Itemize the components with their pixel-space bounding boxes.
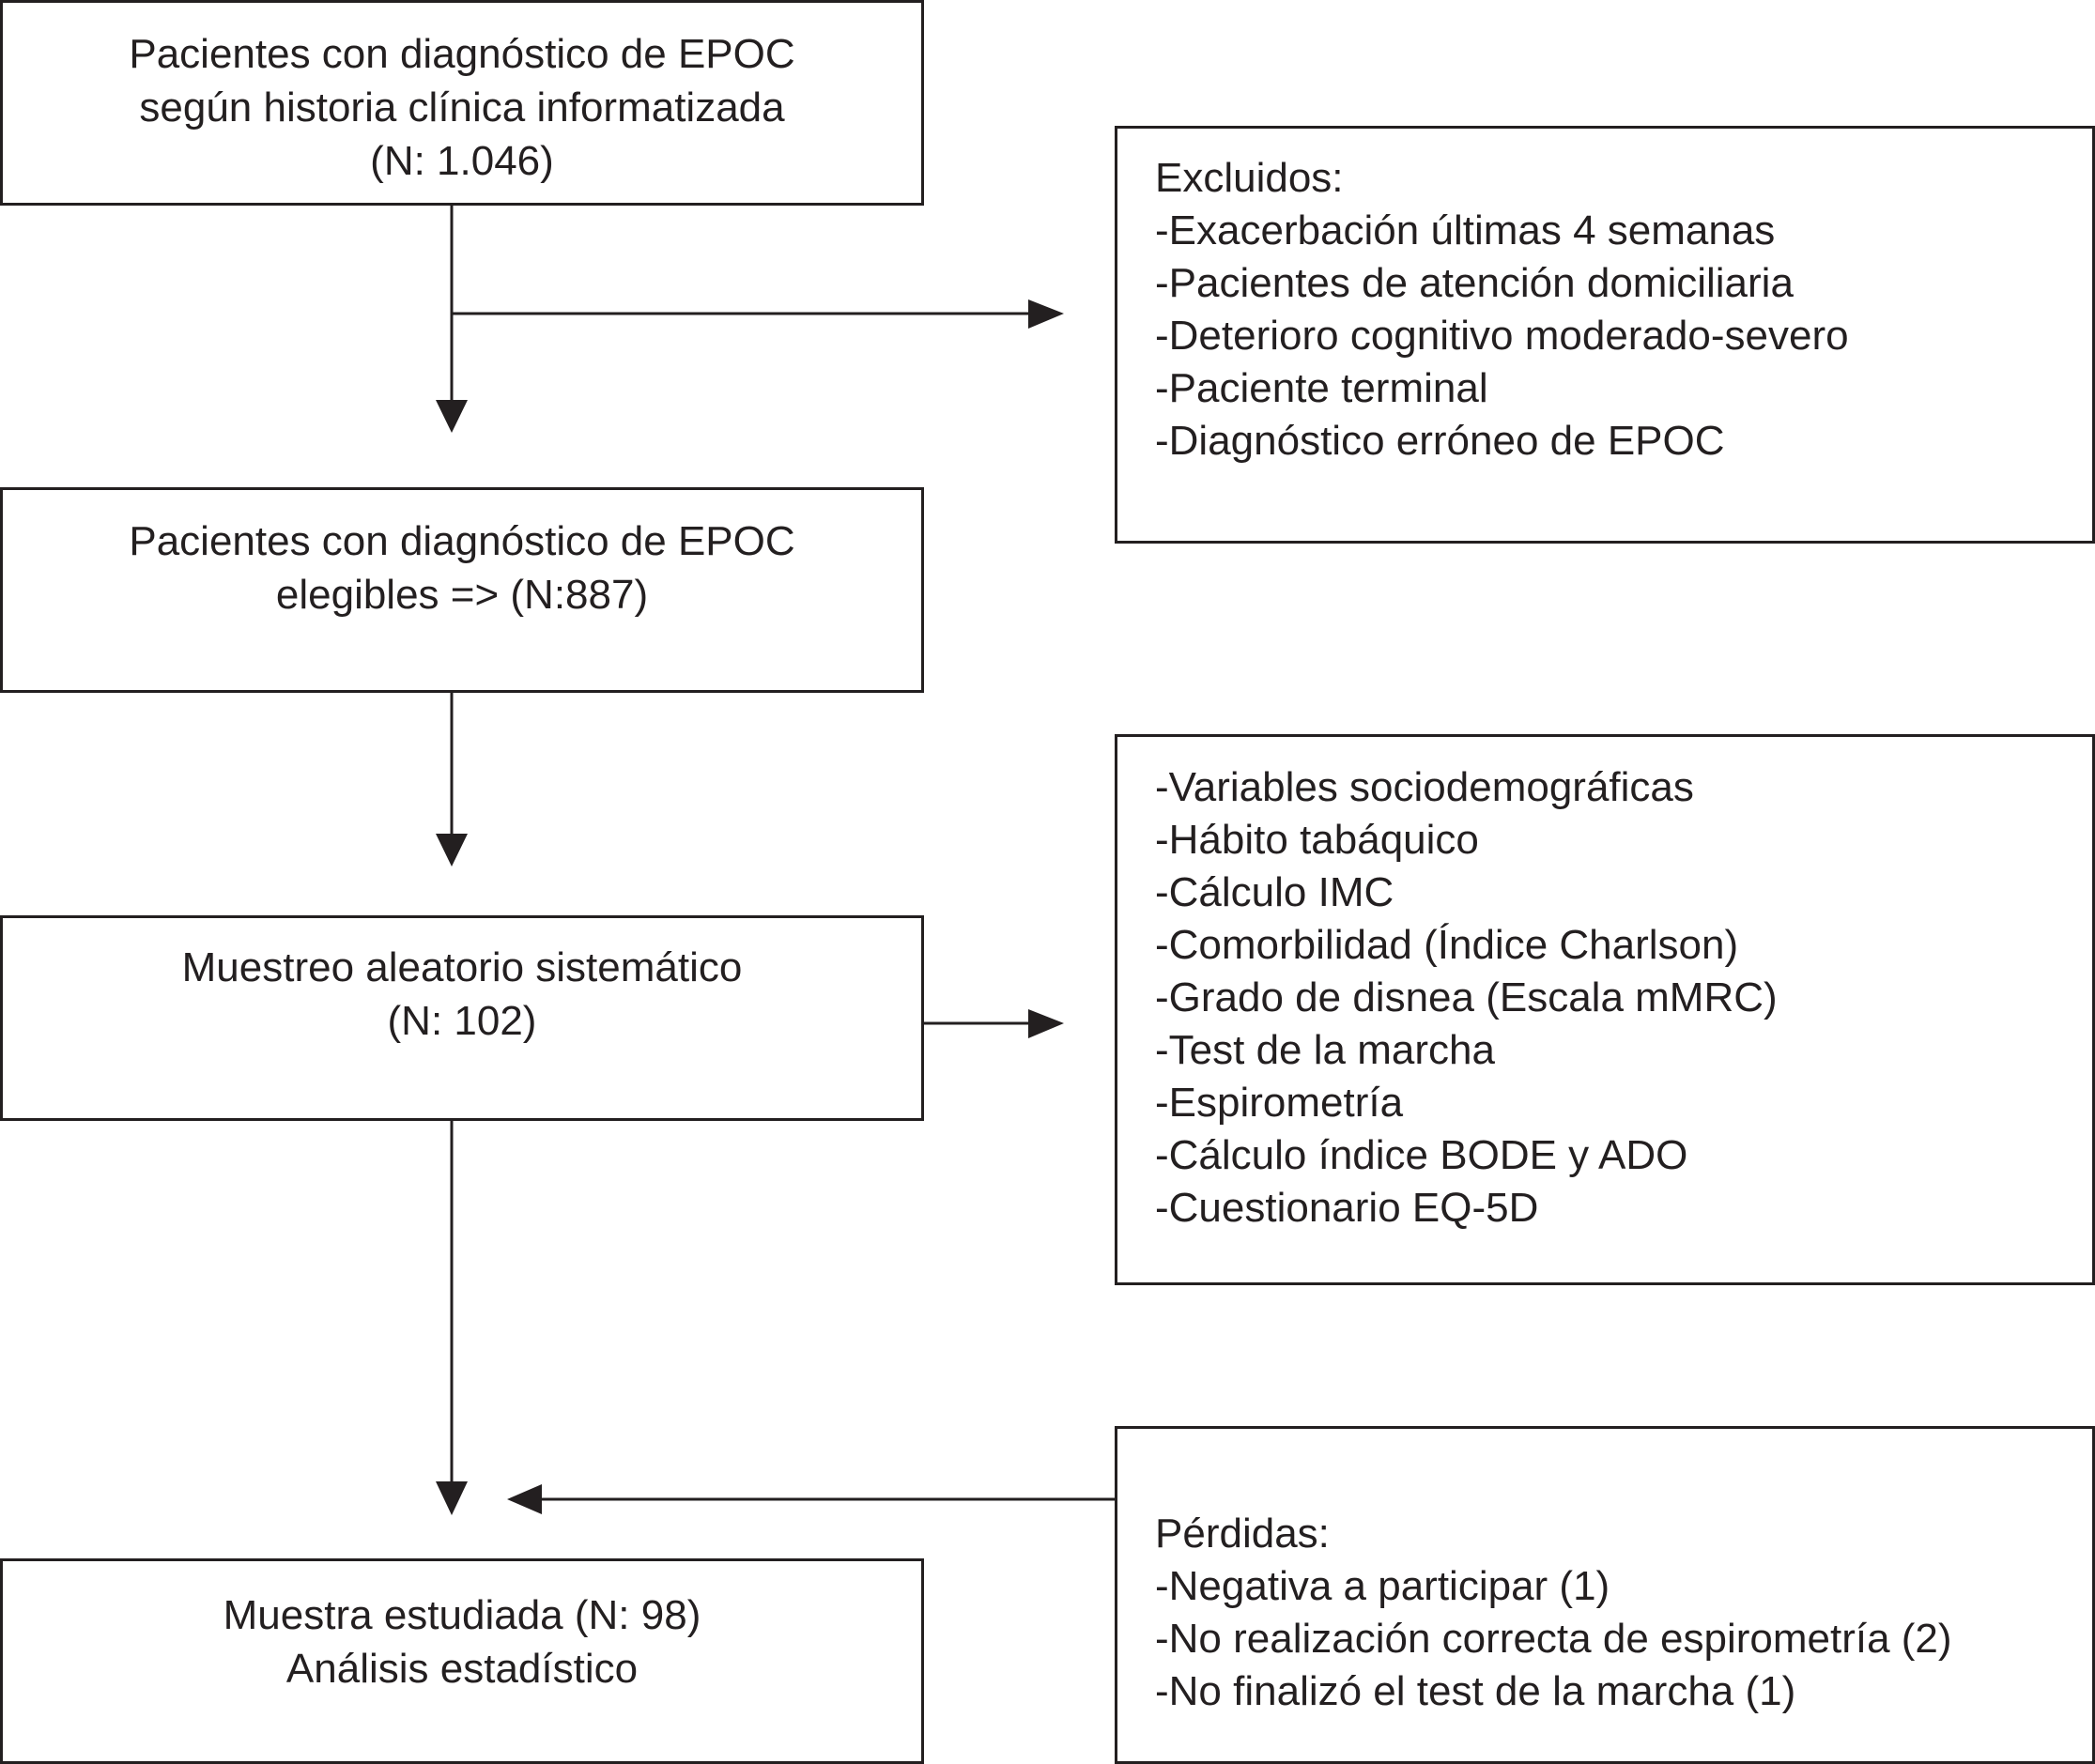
variable-item: -Test de la marcha bbox=[1155, 1027, 1495, 1073]
arrowhead-down-eligible bbox=[436, 400, 468, 433]
initial-box-line-3: (N: 1.046) bbox=[370, 138, 554, 184]
excluded-item: -Diagnóstico erróneo de EPOC bbox=[1155, 418, 1725, 464]
variable-item: -Grado de disnea (Escala mMRC) bbox=[1155, 974, 1778, 1020]
excluded-item: -Paciente terminal bbox=[1155, 365, 1488, 411]
excluded-heading: Excluidos: bbox=[1155, 155, 1344, 201]
variable-item: -Hábito tabáquico bbox=[1155, 817, 1479, 863]
eligible-box-line-2: elegibles => (N:887) bbox=[275, 572, 649, 618]
variable-item: -Cálculo IMC bbox=[1155, 869, 1394, 915]
sampling-box-line-1: Muestreo aleatorio sistemático bbox=[181, 944, 743, 990]
studied-box-line-1: Muestra estudiada (N: 98) bbox=[223, 1592, 701, 1638]
initial-patients-box bbox=[0, 0, 924, 206]
studied-sample-box bbox=[0, 1558, 924, 1764]
variable-item: -Variables sociodemográficas bbox=[1155, 764, 1694, 810]
excluded-box bbox=[1115, 126, 2095, 544]
variables-box bbox=[1115, 734, 2095, 1285]
initial-box-line-2: según historia clínica informatizada bbox=[139, 84, 785, 130]
losses-box bbox=[1115, 1426, 2095, 1764]
excluded-item: -Deterioro cognitivo moderado-severo bbox=[1155, 313, 1849, 359]
arrowhead-right-excluded bbox=[1028, 299, 1064, 329]
arrowhead-down-studied bbox=[436, 1481, 468, 1515]
sampling-box-line-2: (N: 102) bbox=[387, 998, 537, 1044]
studied-box-line-2: Análisis estadístico bbox=[285, 1646, 639, 1692]
losses-item: -No realización correcta de espirometría (2) bbox=[1155, 1616, 1952, 1662]
variable-item: -Espirometría bbox=[1155, 1080, 1404, 1126]
excluded-item: -Pacientes de atención domiciliaria bbox=[1155, 260, 1794, 306]
variable-item: -Cuestionario EQ-5D bbox=[1155, 1185, 1539, 1231]
losses-item: -No finalizó el test de la marcha (1) bbox=[1155, 1668, 1796, 1714]
eligible-box-line-1: Pacientes con diagnóstico de EPOC bbox=[129, 518, 795, 564]
arrowhead-down-sampling bbox=[436, 834, 468, 867]
variable-item: -Comorbilidad (Índice Charlson) bbox=[1155, 922, 1739, 968]
sampling-box bbox=[0, 915, 924, 1121]
losses-heading: Pérdidas: bbox=[1155, 1511, 1330, 1557]
eligible-patients-box bbox=[0, 487, 924, 693]
arrowhead-right-variables bbox=[1028, 1009, 1064, 1038]
arrowhead-left-studied bbox=[507, 1484, 542, 1514]
excluded-item: -Exacerbación últimas 4 semanas bbox=[1155, 207, 1776, 253]
initial-box-line-1: Pacientes con diagnóstico de EPOC bbox=[129, 31, 795, 77]
variable-item: -Cálculo índice BODE y ADO bbox=[1155, 1132, 1688, 1178]
losses-item: -Negativa a participar (1) bbox=[1155, 1563, 1610, 1609]
